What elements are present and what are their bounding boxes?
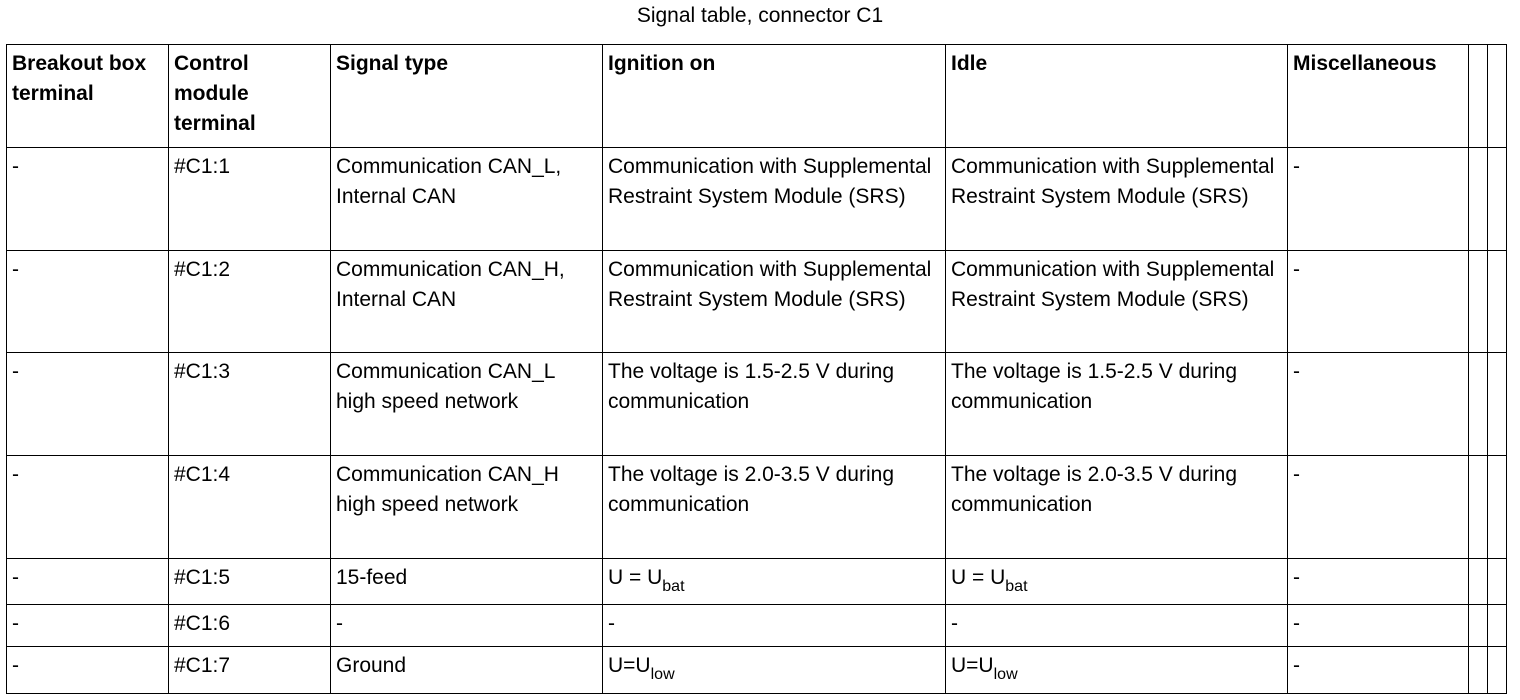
cell-control-module-terminal: #C1:3	[169, 353, 331, 455]
cell-signal-type: Ground	[331, 646, 603, 693]
cell-breakout-terminal: -	[7, 646, 169, 693]
cell-idle: The voltage is 1.5-2.5 V during communication	[946, 353, 1288, 455]
cell-ignition-on: The voltage is 1.5-2.5 V during communication	[603, 353, 946, 455]
header-control-module-terminal: Control module terminal	[169, 45, 331, 148]
cell-miscellaneous: -	[1288, 646, 1469, 693]
cell-ignition-on: Communication with Supplemental Restraint System Module (SRS)	[603, 251, 946, 353]
cell-ignition-on	[603, 646, 946, 693]
cell-stub	[1469, 646, 1488, 693]
cell-control-module-terminal: #C1:1	[169, 148, 331, 251]
cell-stub	[1488, 455, 1507, 558]
cell-stub	[1488, 646, 1507, 693]
cell-miscellaneous: -	[1288, 353, 1469, 455]
table-row	[7, 148, 1507, 251]
cell-idle: Communication with Supplemental Restraint System Module (SRS)	[946, 251, 1288, 353]
cell-ignition-on: Communication with Supplemental Restraint System Module (SRS)	[603, 148, 946, 251]
page-title: Signal table, connector C1	[636, 4, 884, 27]
cell-idle: -	[946, 604, 1288, 646]
cell-stub	[1469, 353, 1488, 455]
cell-ignition-on: -	[603, 604, 946, 646]
header-miscellaneous: Miscellaneous	[1288, 45, 1469, 148]
cell-breakout-terminal: -	[7, 148, 169, 251]
cell-control-module-terminal: #C1:6	[169, 604, 331, 646]
value-text: U=U	[951, 653, 994, 677]
cell-stub	[1488, 604, 1507, 646]
cell-signal-type: Communication CAN_L, Internal CAN	[331, 148, 603, 251]
cell-idle: Communication with Supplemental Restraint System Module (SRS)	[946, 148, 1288, 251]
cell-idle: The voltage is 2.0-3.5 V during communication	[946, 455, 1288, 558]
cell-miscellaneous: -	[1288, 604, 1469, 646]
header-idle: Idle	[946, 45, 1288, 148]
subscript-text: low	[993, 665, 1018, 683]
header-breakout-box-terminal: Breakout box terminal	[7, 45, 169, 148]
table-header-row	[7, 45, 1507, 148]
header-stub-column	[1469, 45, 1488, 148]
table-row	[7, 646, 1507, 693]
cell-stub	[1488, 353, 1507, 455]
cell-ignition-on	[603, 558, 946, 604]
cell-control-module-terminal: #C1:2	[169, 251, 331, 353]
table-row	[7, 251, 1507, 353]
cell-control-module-terminal: #C1:7	[169, 646, 331, 693]
subscript-text: bat	[1005, 577, 1028, 595]
cell-breakout-terminal: -	[7, 455, 169, 558]
cell-breakout-terminal: -	[7, 604, 169, 646]
cell-signal-type: 15-feed	[331, 558, 603, 604]
cell-breakout-terminal: -	[7, 251, 169, 353]
header-ignition-on: Ignition on	[603, 45, 946, 148]
cell-stub	[1488, 558, 1507, 604]
subscript-text: bat	[662, 577, 685, 595]
table-row	[7, 353, 1507, 455]
value-text: U = U	[608, 565, 663, 589]
cell-miscellaneous: -	[1288, 558, 1469, 604]
cell-breakout-terminal: -	[7, 353, 169, 455]
subscript-text: low	[650, 665, 675, 683]
cell-signal-type: Communication CAN_H high speed network	[331, 455, 603, 558]
value-text: U=U	[608, 653, 651, 677]
cell-control-module-terminal: #C1:5	[169, 558, 331, 604]
cell-ignition-on: The voltage is 2.0-3.5 V during communication	[603, 455, 946, 558]
cell-stub	[1488, 148, 1507, 251]
cell-signal-type: Communication CAN_L high speed network	[331, 353, 603, 455]
cell-idle	[946, 558, 1288, 604]
cell-signal-type: Communication CAN_H, Internal CAN	[331, 251, 603, 353]
cell-signal-type: -	[331, 604, 603, 646]
cell-breakout-terminal: -	[7, 558, 169, 604]
header-stub-column	[1488, 45, 1507, 148]
value-text: U = U	[951, 565, 1006, 589]
cell-miscellaneous: -	[1288, 148, 1469, 251]
cell-miscellaneous: -	[1288, 455, 1469, 558]
cell-stub	[1488, 251, 1507, 353]
table-row	[7, 604, 1507, 646]
cell-stub	[1469, 251, 1488, 353]
cell-control-module-terminal: #C1:4	[169, 455, 331, 558]
cell-stub	[1469, 604, 1488, 646]
signal-table	[6, 44, 1507, 694]
header-signal-type: Signal type	[331, 45, 603, 148]
cell-miscellaneous: -	[1288, 251, 1469, 353]
cell-stub	[1469, 148, 1488, 251]
table-row	[7, 558, 1507, 604]
cell-stub	[1469, 558, 1488, 604]
table-row	[7, 455, 1507, 558]
cell-idle	[946, 646, 1288, 693]
cell-stub	[1469, 455, 1488, 558]
